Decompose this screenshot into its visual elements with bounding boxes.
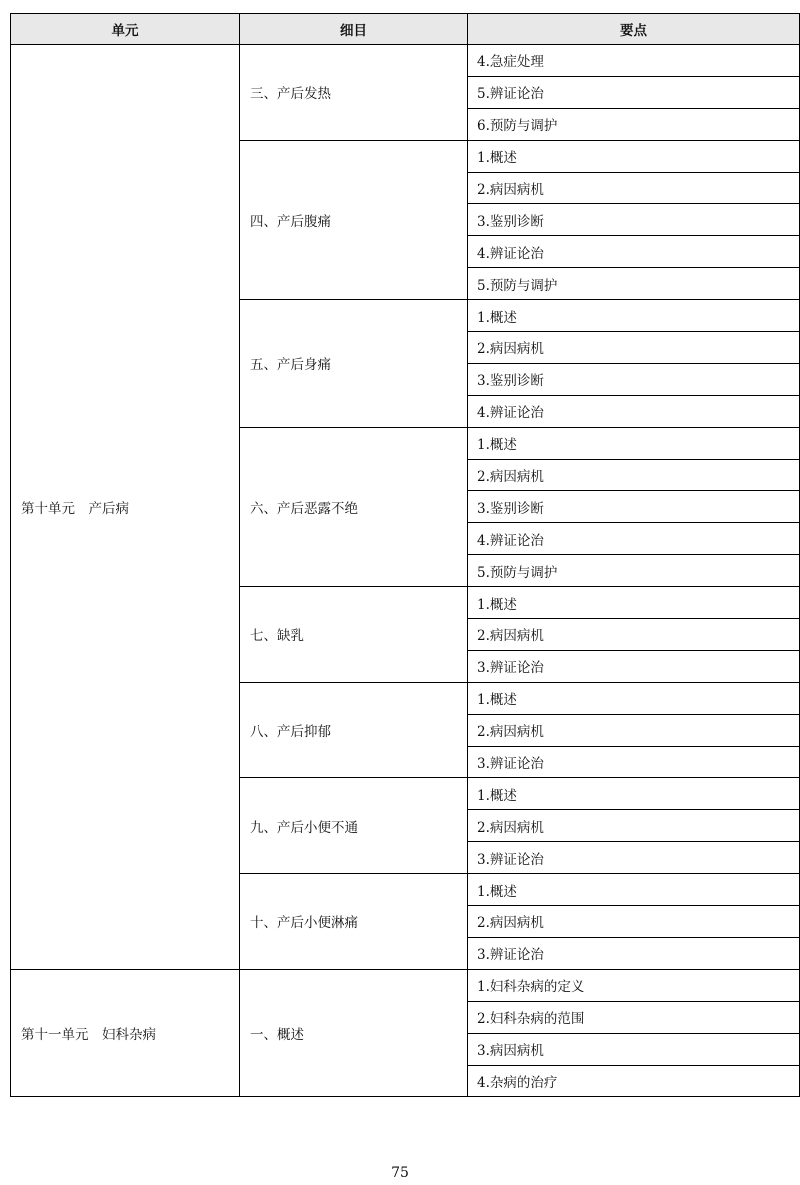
item-cell: 七、缺乳 xyxy=(240,587,468,683)
header-row xyxy=(11,14,800,45)
point-cell: 4.辨证论治 xyxy=(468,395,800,427)
item-cell: 一、概述 xyxy=(240,969,468,1097)
table-row xyxy=(11,45,800,77)
point-cell: 1.概述 xyxy=(468,300,800,332)
point-cell: 3.辨证论治 xyxy=(468,937,800,969)
point-cell: 5.辨证论治 xyxy=(468,76,800,108)
point-cell: 1.概述 xyxy=(468,140,800,172)
page-number: 75 xyxy=(391,1165,409,1181)
point-cell: 2.病因病机 xyxy=(468,459,800,491)
item-cell: 八、产后抑郁 xyxy=(240,682,468,778)
point-cell: 3.辨证论治 xyxy=(468,746,800,778)
point-cell: 2.病因病机 xyxy=(468,172,800,204)
point-cell: 2.病因病机 xyxy=(468,714,800,746)
point-cell: 4.辨证论治 xyxy=(468,523,800,555)
point-cell: 2.病因病机 xyxy=(468,810,800,842)
point-cell: 1.概述 xyxy=(468,427,800,459)
point-cell: 2.病因病机 xyxy=(468,619,800,651)
point-cell: 3.辨证论治 xyxy=(468,650,800,682)
point-cell: 3.鉴别诊断 xyxy=(468,491,800,523)
item-cell: 六、产后恶露不绝 xyxy=(240,427,468,586)
table-row xyxy=(11,969,800,1001)
header-item: 细目 xyxy=(240,14,468,45)
point-cell: 1.妇科杂病的定义 xyxy=(468,969,800,1001)
point-cell: 1.概述 xyxy=(468,778,800,810)
header-unit: 单元 xyxy=(11,14,240,45)
point-cell: 1.概述 xyxy=(468,682,800,714)
table-body xyxy=(11,45,800,1097)
point-cell: 5.预防与调护 xyxy=(468,268,800,300)
unit-cell: 第十单元 产后病 xyxy=(11,45,240,970)
syllabus-table xyxy=(10,13,800,1097)
point-cell: 4.杂病的治疗 xyxy=(468,1065,800,1097)
item-cell: 四、产后腹痛 xyxy=(240,140,468,299)
item-cell: 十、产后小便淋痛 xyxy=(240,874,468,970)
point-cell: 4.急症处理 xyxy=(468,45,800,77)
point-cell: 1.概述 xyxy=(468,587,800,619)
unit-cell: 第十一单元 妇科杂病 xyxy=(11,969,240,1097)
point-cell: 2.病因病机 xyxy=(468,906,800,938)
item-cell: 九、产后小便不通 xyxy=(240,778,468,874)
item-cell: 五、产后身痛 xyxy=(240,300,468,428)
point-cell: 3.鉴别诊断 xyxy=(468,363,800,395)
point-cell: 4.辨证论治 xyxy=(468,236,800,268)
item-cell: 三、产后发热 xyxy=(240,45,468,141)
point-cell: 3.鉴别诊断 xyxy=(468,204,800,236)
point-cell: 2.病因病机 xyxy=(468,332,800,364)
point-cell: 2.妇科杂病的范围 xyxy=(468,1001,800,1033)
point-cell: 3.辨证论治 xyxy=(468,842,800,874)
point-cell: 5.预防与调护 xyxy=(468,555,800,587)
point-cell: 1.概述 xyxy=(468,874,800,906)
point-cell: 6.预防与调护 xyxy=(468,108,800,140)
point-cell: 3.病因病机 xyxy=(468,1033,800,1065)
header-point: 要点 xyxy=(468,14,800,45)
